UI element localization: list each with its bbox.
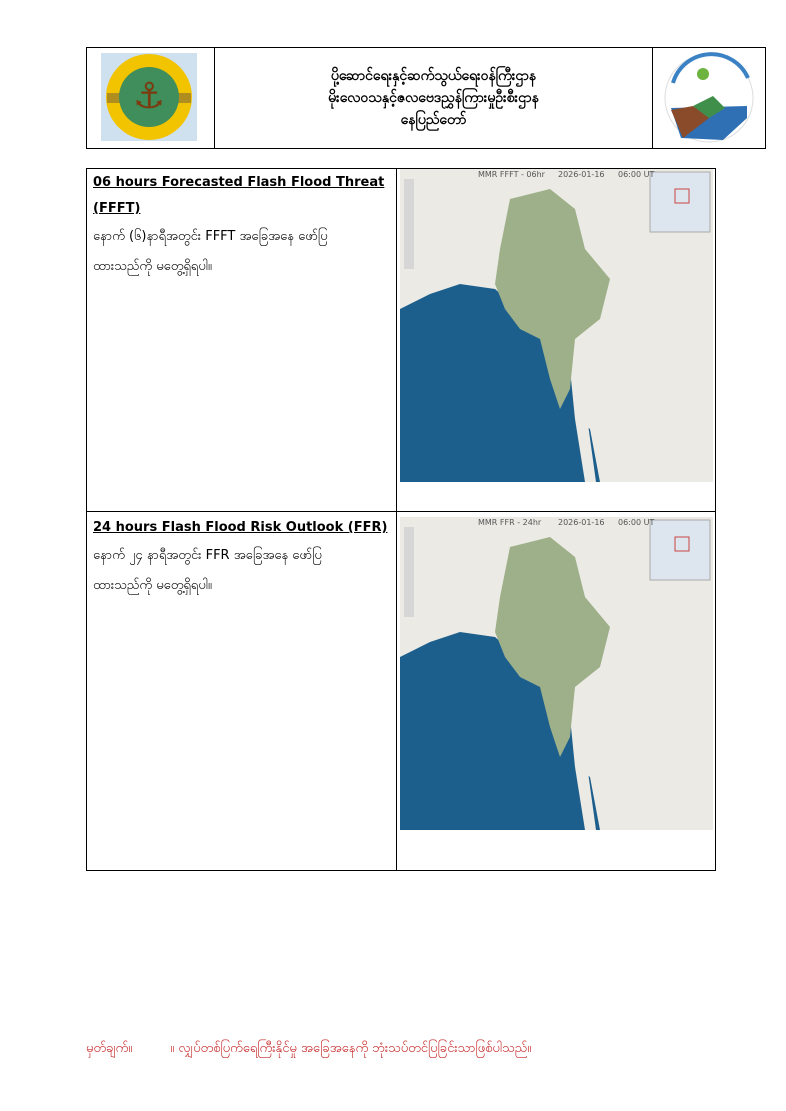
header-title-block: [215, 48, 653, 148]
footer-text: ။ လျှပ်တစ်ပြက်ရေကြီးနိုင်မှု အခြေအနေကို ဘုံးသပ်တင်ပြခြင်းသာဖြစ်ပါသည်။: [170, 1041, 532, 1056]
document-header: [86, 47, 766, 149]
section-ffr-text-line1: နောက် ၂၄ နာရီအတွင်း FFR အခြေအနေ ဖော်ပြ: [93, 548, 322, 563]
department-logo-icon: ⚓: [101, 53, 197, 141]
section-ffr-title: 24 hours Flash Flood Risk Outlook (FFR): [93, 520, 388, 535]
ffr-map-image: [400, 517, 713, 830]
logo-right-cell: [653, 48, 765, 148]
department-name: မိုးလေဝသနှင့်ဇလဗေဒညွှန်ကြားမှုဦးစီးဌာန: [328, 90, 539, 106]
ffr-map-product: MMR FFR - 24hr: [478, 518, 542, 527]
ffft-map-time: 06:00 UT: [618, 170, 655, 179]
footer-note: [86, 1040, 531, 1059]
ffr-map-time: 06:00 UT: [618, 518, 655, 527]
city-name: နေပြည်တော်: [400, 112, 467, 128]
hydrology-cycle-logo-icon: [653, 48, 765, 148]
section-ffft-title: 06 hours Forecasted Flash Flood Threat: [93, 175, 385, 190]
ffr-map-date: 2026-01-16: [558, 518, 605, 527]
ffft-map-product: MMR FFFT - 06hr: [478, 170, 545, 179]
logo-left-cell: [87, 48, 215, 148]
section-ffr-text-line2: ထားသည်ကို မတွေ့ရှိရပါ။: [93, 578, 212, 593]
ffft-map-date: 2026-01-16: [558, 170, 605, 179]
section-ffft-text-line1: နောက် (၆)နာရီအတွင်း FFFT အခြေအနေ ဖော်ပြ: [93, 229, 328, 244]
footer-label: မှတ်ချက်။: [86, 1041, 133, 1056]
ministry-name: ပို့ဆောင်ရေးနှင့်ဆက်သွယ်ရေးဝန်ကြီးဌာန: [330, 68, 537, 84]
section-ffft-text-line2: ထားသည်ကို မတွေ့ရှိရပါ။: [93, 259, 212, 274]
flood-report-table: [86, 168, 716, 871]
ffft-map-image: [400, 169, 713, 482]
section-ffft-title-abbrev: (FFFT): [93, 201, 141, 216]
